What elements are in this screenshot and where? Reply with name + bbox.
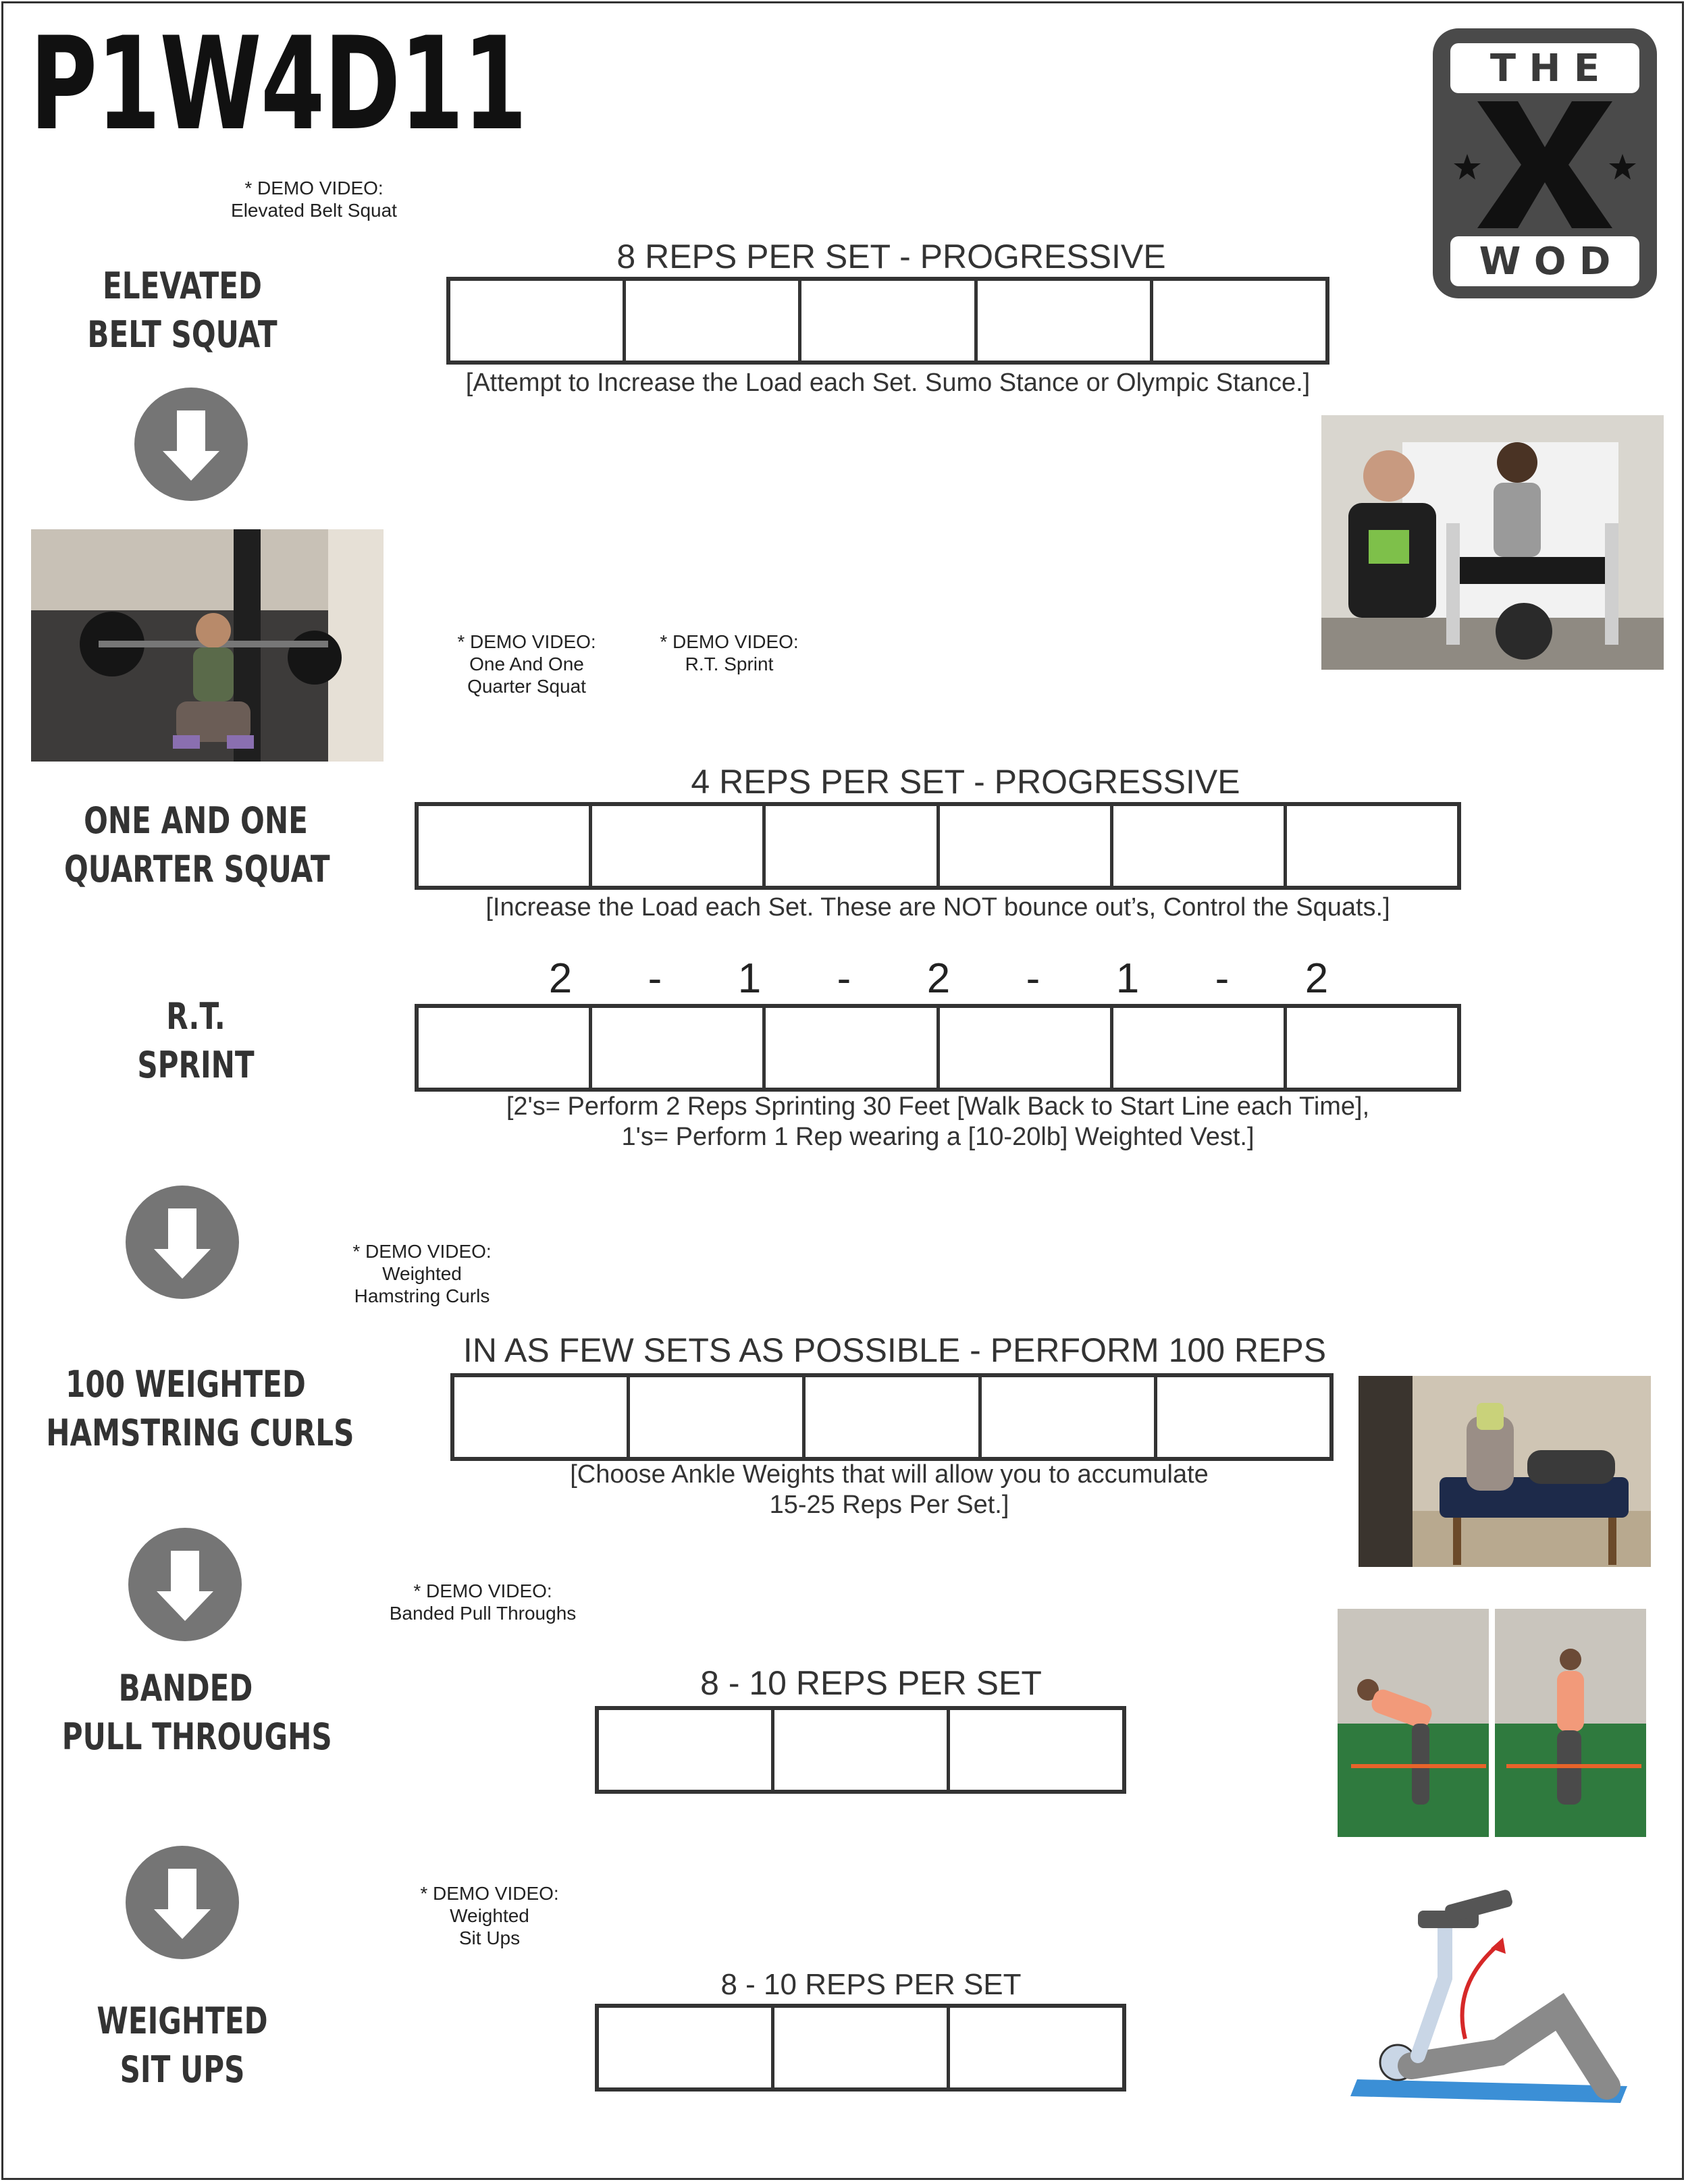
down-arrow-icon — [128, 1528, 242, 1641]
set-instructions: [Choose Ankle Weights that will allow you to accumulate 15-25 Reps Per Set.] — [570, 1460, 1209, 1519]
set-box[interactable] — [419, 806, 592, 886]
set-box[interactable] — [940, 1008, 1113, 1088]
set-instructions: [2's= Perform 2 Reps Sprinting 30 Feet [Walk Back to Start Line each Time], 1's= Perform 1 Rep wearing a [10-20lb] Weighted Vest.] — [506, 1092, 1370, 1151]
set-box[interactable] — [454, 1377, 630, 1457]
exercise-name-rt-sprint: R.T. SPRINT — [137, 995, 255, 1086]
svg-text:W O D: W O D — [1479, 240, 1611, 284]
demo-video-label[interactable]: * DEMO VIDEO: R.T. Sprint — [660, 631, 799, 674]
set-log-boxes — [450, 1373, 1334, 1461]
svg-text:T H E: T H E — [1489, 47, 1600, 90]
set-box[interactable] — [1287, 1008, 1457, 1088]
sequence-item: 2 — [926, 955, 951, 1002]
set-log-boxes — [595, 2004, 1126, 2092]
set-box[interactable] — [599, 2008, 774, 2087]
down-arrow-icon — [126, 1846, 239, 1959]
exercise-name-weighted-hamstring-curls: 100 WEIGHTED HAMSTRING CURLS — [46, 1363, 354, 1454]
set-box[interactable] — [630, 1377, 806, 1457]
set-box[interactable] — [599, 1710, 774, 1790]
sequence-item: - — [648, 955, 662, 1002]
set-box[interactable] — [1113, 1008, 1287, 1088]
set-box[interactable] — [982, 1377, 1157, 1457]
belt-squat-photo — [1321, 415, 1664, 670]
set-log-boxes — [595, 1706, 1126, 1794]
demo-video-label[interactable]: * DEMO VIDEO: Weighted Sit Ups — [420, 1883, 559, 1948]
set-box[interactable] — [1113, 806, 1287, 886]
set-heading: 8 - 10 REPS PER SET — [700, 1664, 1042, 1702]
set-box[interactable] — [774, 1710, 950, 1790]
demo-video-label[interactable]: * DEMO VIDEO: Weighted Hamstring Curls — [352, 1241, 492, 1306]
set-heading: 8 REPS PER SET - PROGRESSIVE — [616, 238, 1166, 275]
set-heading: IN AS FEW SETS AS POSSIBLE - PERFORM 100 REPS — [463, 1331, 1327, 1369]
sequence-item: 2 — [1304, 955, 1329, 1002]
set-box[interactable] — [1157, 1377, 1329, 1457]
hamstring-curl-photo — [1359, 1376, 1651, 1567]
set-heading: 4 REPS PER SET - PROGRESSIVE — [691, 763, 1240, 801]
set-log-boxes — [446, 277, 1329, 365]
sequence-item: 1 — [737, 955, 762, 1002]
set-box[interactable] — [1287, 806, 1457, 886]
down-arrow-icon — [134, 388, 248, 501]
demo-video-label[interactable]: * DEMO VIDEO: Elevated Belt Squat — [231, 178, 397, 221]
set-box[interactable] — [1153, 281, 1325, 361]
set-log-boxes — [415, 802, 1461, 890]
set-log-boxes — [415, 1004, 1461, 1092]
set-box[interactable] — [592, 1008, 766, 1088]
sequence-item: 1 — [1115, 955, 1140, 1002]
set-box[interactable] — [419, 1008, 592, 1088]
set-instructions: [Attempt to Increase the Load each Set. Sumo Stance or Olympic Stance.] — [465, 369, 1311, 397]
exercise-name-one-and-one-quarter-squat: ONE AND ONE QUARTER SQUAT — [64, 799, 330, 890]
set-box[interactable] — [978, 281, 1153, 361]
set-heading: 8 - 10 REPS PER SET — [720, 1968, 1022, 2001]
set-box[interactable] — [766, 1008, 939, 1088]
exercise-name-elevated-belt-squat: ELEVATED BELT SQUAT — [87, 265, 278, 356]
set-box[interactable] — [450, 281, 626, 361]
demo-video-label[interactable]: * DEMO VIDEO: Banded Pull Throughs — [389, 1580, 577, 1624]
set-instructions: [Increase the Load each Set. These are NOT bounce out’s, Control the Squats.] — [485, 893, 1390, 922]
set-box[interactable] — [774, 2008, 950, 2087]
demo-video-label[interactable]: * DEMO VIDEO: One And One Quarter Squat — [457, 631, 596, 697]
page-title: P1W4D11 — [30, 9, 527, 159]
set-box[interactable] — [592, 806, 766, 886]
exercise-name-banded-pull-throughs: BANDED PULL THROUGHS — [61, 1667, 332, 1758]
set-box[interactable] — [806, 1377, 981, 1457]
squat-photo — [31, 529, 384, 762]
set-box[interactable] — [626, 281, 801, 361]
set-box[interactable] — [940, 806, 1113, 886]
the-x-wod-logo — [1430, 26, 1660, 301]
set-box[interactable] — [950, 2008, 1122, 2087]
set-box[interactable] — [766, 806, 939, 886]
exercise-name-weighted-sit-ups: WEIGHTED SIT UPS — [97, 2000, 268, 2091]
down-arrow-icon — [126, 1186, 239, 1299]
set-box[interactable] — [950, 1710, 1122, 1790]
sequence-item: 2 — [548, 955, 573, 1002]
set-box[interactable] — [801, 281, 977, 361]
sequence-item: - — [1026, 955, 1040, 1002]
weighted-sit-up-illustration — [1344, 1884, 1641, 2106]
sequence-item: - — [1215, 955, 1230, 1002]
sequence-item: - — [837, 955, 851, 1002]
rep-sequence — [513, 955, 1364, 1003]
banded-pull-through-photo — [1338, 1609, 1646, 1837]
